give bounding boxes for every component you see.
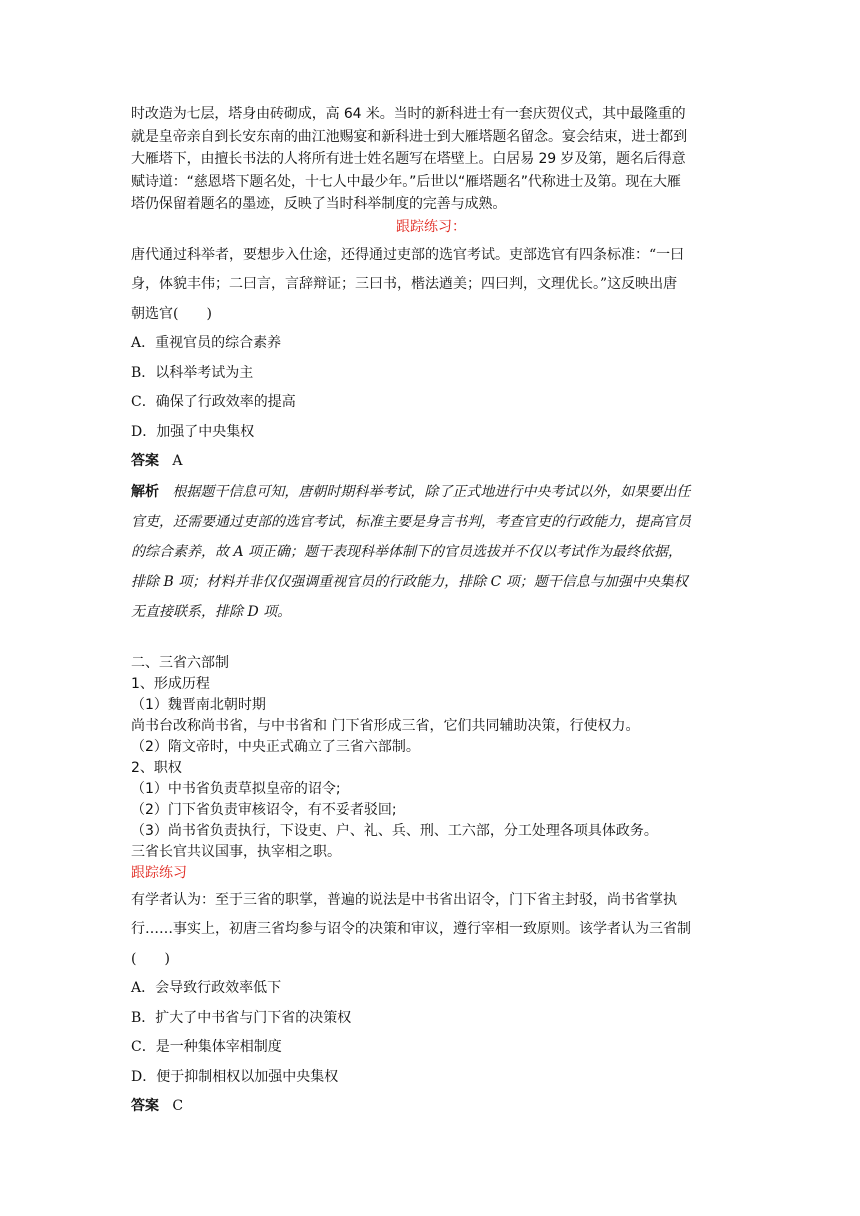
intro-line: 赋诗道：“慈恩塔下题名处，十七人中最少年。”后世以“雁塔题名”代称进士及第。现在大雁 bbox=[131, 173, 681, 190]
explanation-line: 根据题干信息可知，唐朝时期科举考试，除了正式地进行中央考试以外，如果要出任 bbox=[172, 483, 691, 500]
section-2 bbox=[131, 653, 731, 884]
answer-label: 答案 bbox=[131, 453, 159, 469]
duty-1: （1）中书省负责草拟皇帝的诏令; bbox=[131, 780, 341, 797]
question-line: 行……事实上，初唐三省均参与诏令的决策和审议，遵行宰相一致原则。该学者认为三省制 bbox=[131, 921, 691, 937]
duty-3: （3）尚书省负责执行，下设吏、户、礼、兵、刑、工六部，分工处理各项具体政务。 bbox=[131, 822, 658, 839]
practice-2 bbox=[131, 886, 731, 1122]
answer-value: C bbox=[172, 1098, 184, 1114]
formation-item-1: （1）魏晋南北朝时期 bbox=[131, 696, 266, 713]
question-line: 有学者认为：至于三省的职掌，普遍的说法是中书省出诏令，门下省主封驳，尚书省掌执 bbox=[131, 891, 677, 908]
explanation-line: 排除 B 项；材料并非仅仅强调重视官员的行政能力，排除 C 项；题干信息与加强中央集权 bbox=[131, 573, 688, 590]
page-content bbox=[131, 103, 731, 1122]
practice-1-question bbox=[131, 241, 731, 330]
practice-1-explanation bbox=[131, 477, 731, 627]
intro-line: 时改造为七层，塔身由砖砌成，高 64 米。当时的新科进士有一套庆贺仪式，其中最隆重的 bbox=[131, 106, 686, 122]
subheading-duties: 2、职权 bbox=[131, 759, 182, 776]
option-c: C．确保了行政效率的提高 bbox=[131, 394, 296, 410]
option-d: D．便于抑制相权以加强中央集权 bbox=[131, 1068, 339, 1085]
answer-value: A bbox=[172, 453, 183, 469]
option-b: B．扩大了中书省与门下省的决策权 bbox=[131, 1009, 352, 1026]
option-b: B．以科举考试为主 bbox=[131, 364, 254, 381]
explanation-label: 解析 bbox=[131, 483, 159, 500]
practice-2-answer bbox=[131, 1092, 731, 1122]
question-line: 唐代通过科举者，要想步入仕途，还得通过吏部的选官考试。吏部选官有四条标准：“一曰 bbox=[131, 246, 685, 263]
intro-line: 就是皇帝亲自到长安东南的曲江池赐宴和新科进士到大雁塔题名留念。宴会结束，进士都到 bbox=[131, 128, 687, 145]
intro-line: 大雁塔下，由擅长书法的人将所有进士姓名题写在塔壁上。白居易 29 岁及第，题名后得意 bbox=[131, 151, 686, 167]
explanation-line: 无直接联系，排除 D 项。 bbox=[131, 603, 292, 620]
practice-1-heading: 跟踪练习： bbox=[396, 218, 466, 235]
duty-2: （2）门下省负责审核诏令，有不妥者驳回; bbox=[131, 801, 397, 818]
practice-1 bbox=[131, 216, 731, 627]
option-c: C．是一种集体宰相制度 bbox=[131, 1039, 282, 1055]
question-line: ( ) bbox=[131, 950, 170, 967]
explanation-line: 官吏，还需要通过吏部的选官考试，标准主要是身言书判，考查官吏的行政能力，提高官员 bbox=[131, 513, 691, 530]
question-line: 朝选官( ) bbox=[131, 305, 212, 322]
practice-1-options bbox=[131, 329, 731, 447]
practice-2-question bbox=[131, 886, 731, 975]
subheading-formation: 1、形成历程 bbox=[131, 675, 210, 692]
practice-1-answer bbox=[131, 447, 731, 477]
formation-item-1-text: 尚书台改称尚书省，与中书省和 门下省形成三省，它们共同辅助决策，行使权力。 bbox=[131, 717, 640, 734]
explanation-line: 的综合素养，故 A 项正确；题干表现科举体制下的官员选拔并不仅以考试作为最终依据， bbox=[131, 543, 683, 560]
option-d: D．加强了中央集权 bbox=[131, 423, 255, 440]
option-a: A．重视官员的综合素养 bbox=[131, 335, 282, 351]
answer-label: 答案 bbox=[131, 1098, 159, 1114]
practice-2-options bbox=[131, 974, 731, 1092]
question-line: 身，体貌丰伟；二曰言，言辞辩证；三曰书，楷法遒美；四曰判，文理优长。”这反映出唐 bbox=[131, 276, 678, 292]
section-2-title: 二、三省六部制 bbox=[131, 654, 229, 671]
option-a: A．会导致行政效率低下 bbox=[131, 980, 282, 996]
practice-2-heading: 跟踪练习 bbox=[131, 864, 187, 881]
intro-paragraph bbox=[131, 103, 731, 216]
formation-item-2: （2）隋文帝时，中央正式确立了三省六部制。 bbox=[131, 738, 420, 755]
duty-summary: 三省长官共议国事，执宰相之职。 bbox=[131, 843, 341, 860]
intro-line: 塔仍保留着题名的墨迹，反映了当时科举制度的完善与成熟。 bbox=[131, 196, 507, 212]
